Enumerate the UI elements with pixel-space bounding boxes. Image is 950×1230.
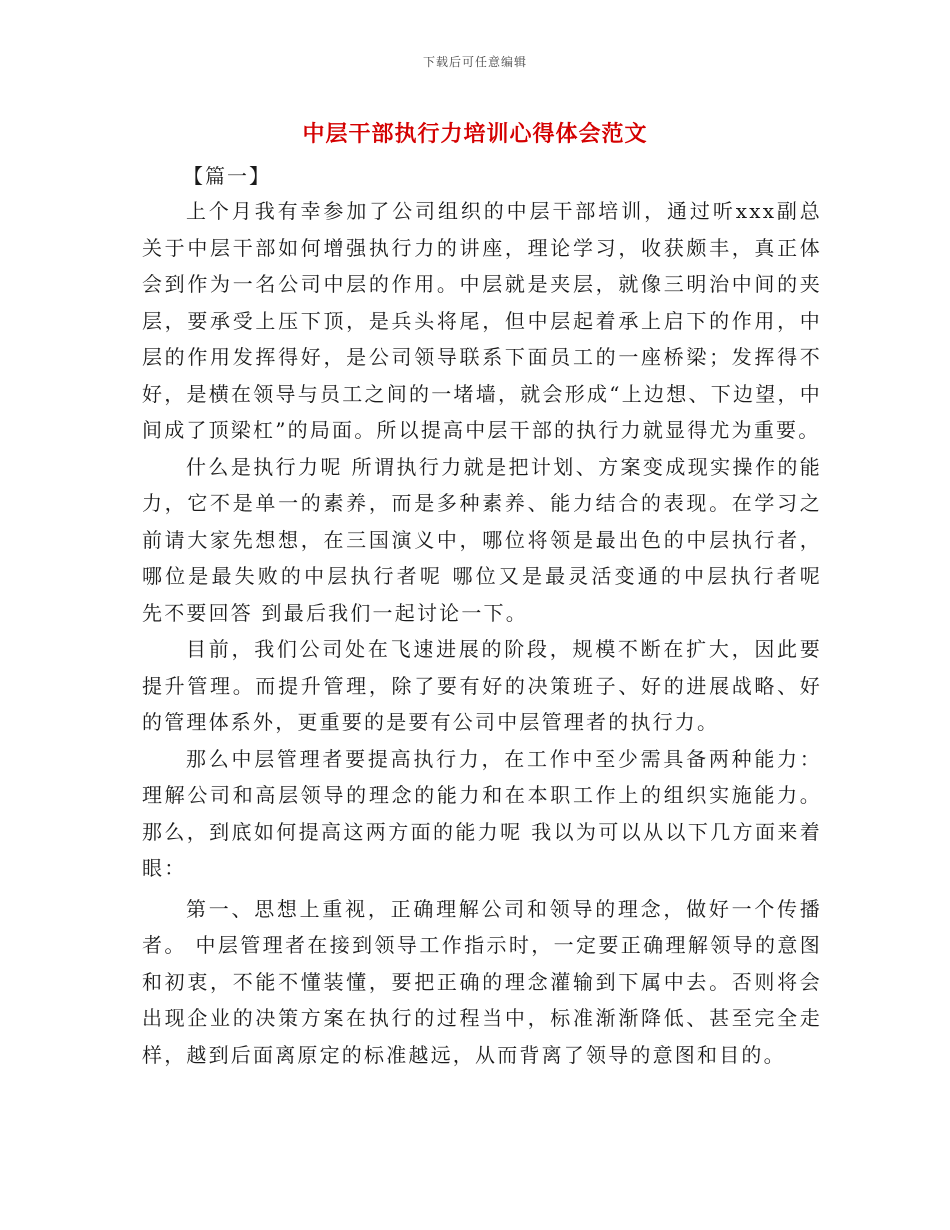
document-body [142,193,822,1073]
section-label: 【篇一】 [183,164,271,188]
paragraph: 那么中层管理者要提高执行力，在工作中至少需具备两种能力：理解公司和高层领导的理念的能力和在本职工作上的组织实施能力。那么，到底如何提高这两方面的能力呢 我以为可以从以下几方面来着眼： [142,746,822,880]
paragraph: 上个月我有幸参加了公司组织的中层干部培训，通过听xxx副总关于中层干部如何增强执行力的讲座，理论学习，收获颇丰，真正体会到作为一名公司中层的作用。中层就是夹层，就像三明治中间的夹层，要承受上压下顶，是兵头将尾，但中层起着承上启下的作用，中层的作用发挥得好，是公司领导联系下面员工的一座桥梁；发挥得不好，是横在领导与员工之间的一堵墙，就会形成“上边想、下边望，中间成了顶梁杠”的局面。所以提高中层干部的执行力就显得尤为重要。 [142,199,822,442]
header-note: 下载后可任意编辑 [422,55,527,69]
paragraph: 什么是执行力呢 所谓执行力就是把计划、方案变成现实操作的能力，它不是单一的素养，而是多种素养、能力结合的表现。在学习之前请大家先想想，在三国演义中，哪位将领是最出色的中层执行者，哪位是最失败的中层执行者呢 哪位又是最灵活变通的中层执行者呢 先不要回答 到最后我们一起讨论一下。 [142,454,822,625]
paragraph: 第一、思想上重视，正确理解公司和领导的理念，做好一个传播者。 中层管理者在接到领导工作指示时，一定要正确理解领导的意图和初衷，不能不懂装懂，要把正确的理念灌输到下属中去。否则将会出现企业的决策方案在执行的过程当中，标准渐渐降低、甚至完全走样，越到后面离原定的标准越远，从而背离了领导的意图和目的。 [142,896,822,1067]
document-title: 中层干部执行力培训心得体会范文 [302,121,648,147]
paragraph: 目前，我们公司处在飞速进展的阶段，规模不断在扩大，因此要提升管理。而提升管理，除了要有好的决策班子、好的进展战略、好的管理体系外，更重要的是要有公司中层管理者的执行力。 [142,637,822,734]
